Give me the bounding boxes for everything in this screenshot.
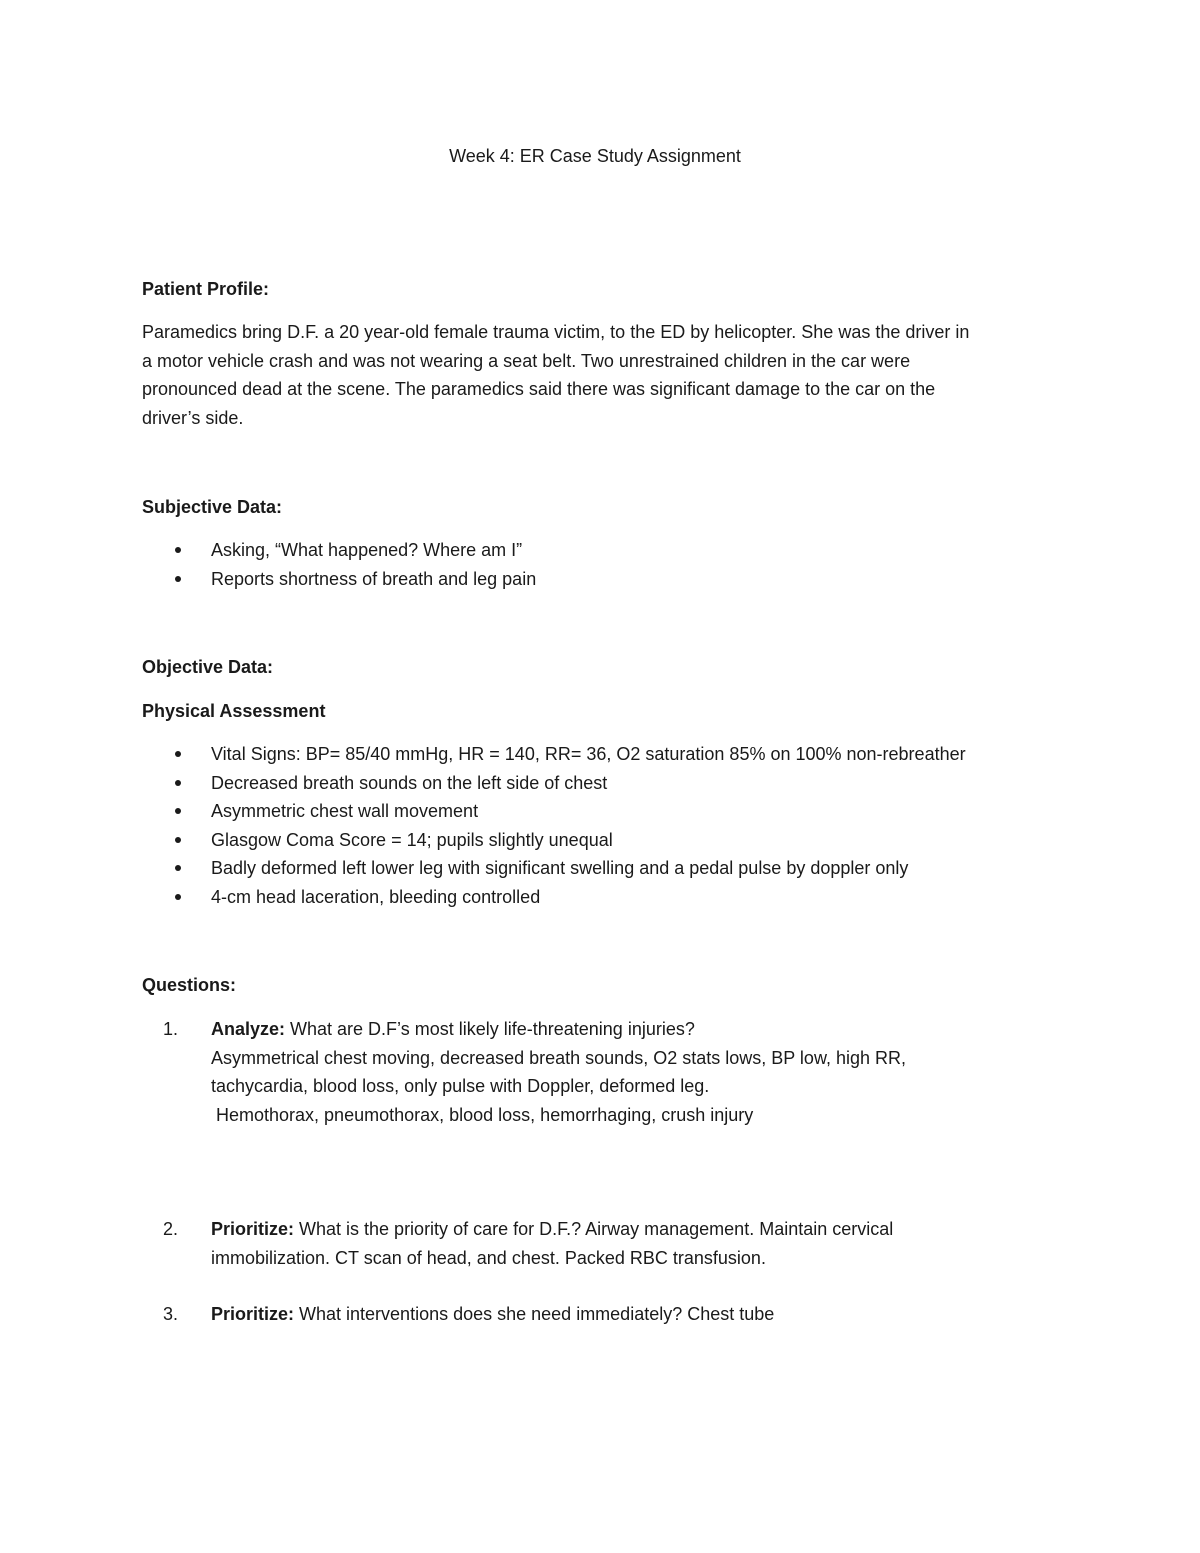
question-2	[142, 1215, 1062, 1272]
bullet-icon	[175, 751, 181, 757]
answer-line: Hemothorax, pneumothorax, blood loss, hemorrhaging, crush injury	[211, 1104, 754, 1125]
subjective-data-list	[142, 536, 536, 593]
bullet-icon	[175, 576, 181, 582]
question-prompt: Prioritize: What interventions does she need immediately? Chest tube	[211, 1304, 775, 1324]
patient-profile-line: a motor vehicle crash and was not wearing a seat belt. Two unrestrained children in the car were	[142, 350, 911, 371]
list-item: Badly deformed left lower leg with significant swelling and a pedal pulse by doppler only	[142, 854, 966, 883]
page-title: Week 4: ER Case Study Assignment	[449, 146, 741, 166]
question-3	[142, 1300, 1062, 1329]
list-item: Asking, “What happened? Where am I”	[142, 536, 536, 565]
answer-line: immobilization. CT scan of head, and chest. Packed RBC transfusion.	[211, 1247, 766, 1268]
bullet-icon	[175, 837, 181, 843]
questions-heading: Questions:	[142, 975, 237, 995]
question-label: Prioritize:	[211, 1304, 295, 1324]
list-item: Glasgow Coma Score = 14; pupils slightly unequal	[142, 826, 966, 855]
list-item: 4-cm head laceration, bleeding controlled	[142, 883, 966, 912]
bullet-icon	[175, 894, 181, 900]
question-number: 3.	[163, 1304, 179, 1324]
patient-profile-heading: Patient Profile:	[142, 279, 270, 299]
question-label: Analyze:	[211, 1019, 286, 1039]
question-prompt: Analyze: What are D.F’s most likely life-threatening injuries?	[211, 1019, 695, 1039]
question-number: 2.	[163, 1219, 179, 1239]
patient-profile-line: pronounced dead at the scene. The paramedics said there was significant damage to the car on the	[142, 379, 936, 399]
objective-data-heading: Objective Data:	[142, 657, 274, 677]
answer-line: tachycardia, blood loss, only pulse with Doppler, deformed leg.	[211, 1076, 710, 1096]
bullet-icon	[175, 865, 181, 871]
answer-line: Asymmetrical chest moving, decreased breath sounds, O2 stats lows, BP low, high RR,	[211, 1047, 906, 1068]
question-number: 1.	[163, 1019, 179, 1039]
patient-profile-line: driver’s side.	[142, 407, 244, 428]
bullet-icon	[175, 780, 181, 786]
list-item: Asymmetric chest wall movement	[142, 797, 966, 826]
question-1	[142, 1015, 1062, 1129]
list-item: Reports shortness of breath and leg pain	[142, 565, 536, 594]
patient-profile-paragraph	[142, 318, 1062, 432]
bullet-icon	[175, 547, 181, 553]
list-item: Vital Signs: BP= 85/40 mmHg, HR = 140, RR= 36, O2 saturation 85% on 100% non-rebreather	[142, 740, 966, 769]
list-item: Decreased breath sounds on the left side of chest	[142, 769, 966, 798]
subjective-data-heading: Subjective Data:	[142, 497, 283, 517]
question-label: Prioritize:	[211, 1219, 295, 1239]
physical-assessment-list	[142, 740, 966, 911]
patient-profile-line: Paramedics bring D.F. a 20 year-old female trauma victim, to the ED by helicopter. She was the driver in	[142, 322, 970, 342]
question-prompt: Prioritize: What is the priority of care for D.F.? Airway management. Maintain cervical	[211, 1219, 894, 1239]
bullet-icon	[175, 808, 181, 814]
physical-assessment-heading: Physical Assessment	[142, 701, 326, 721]
